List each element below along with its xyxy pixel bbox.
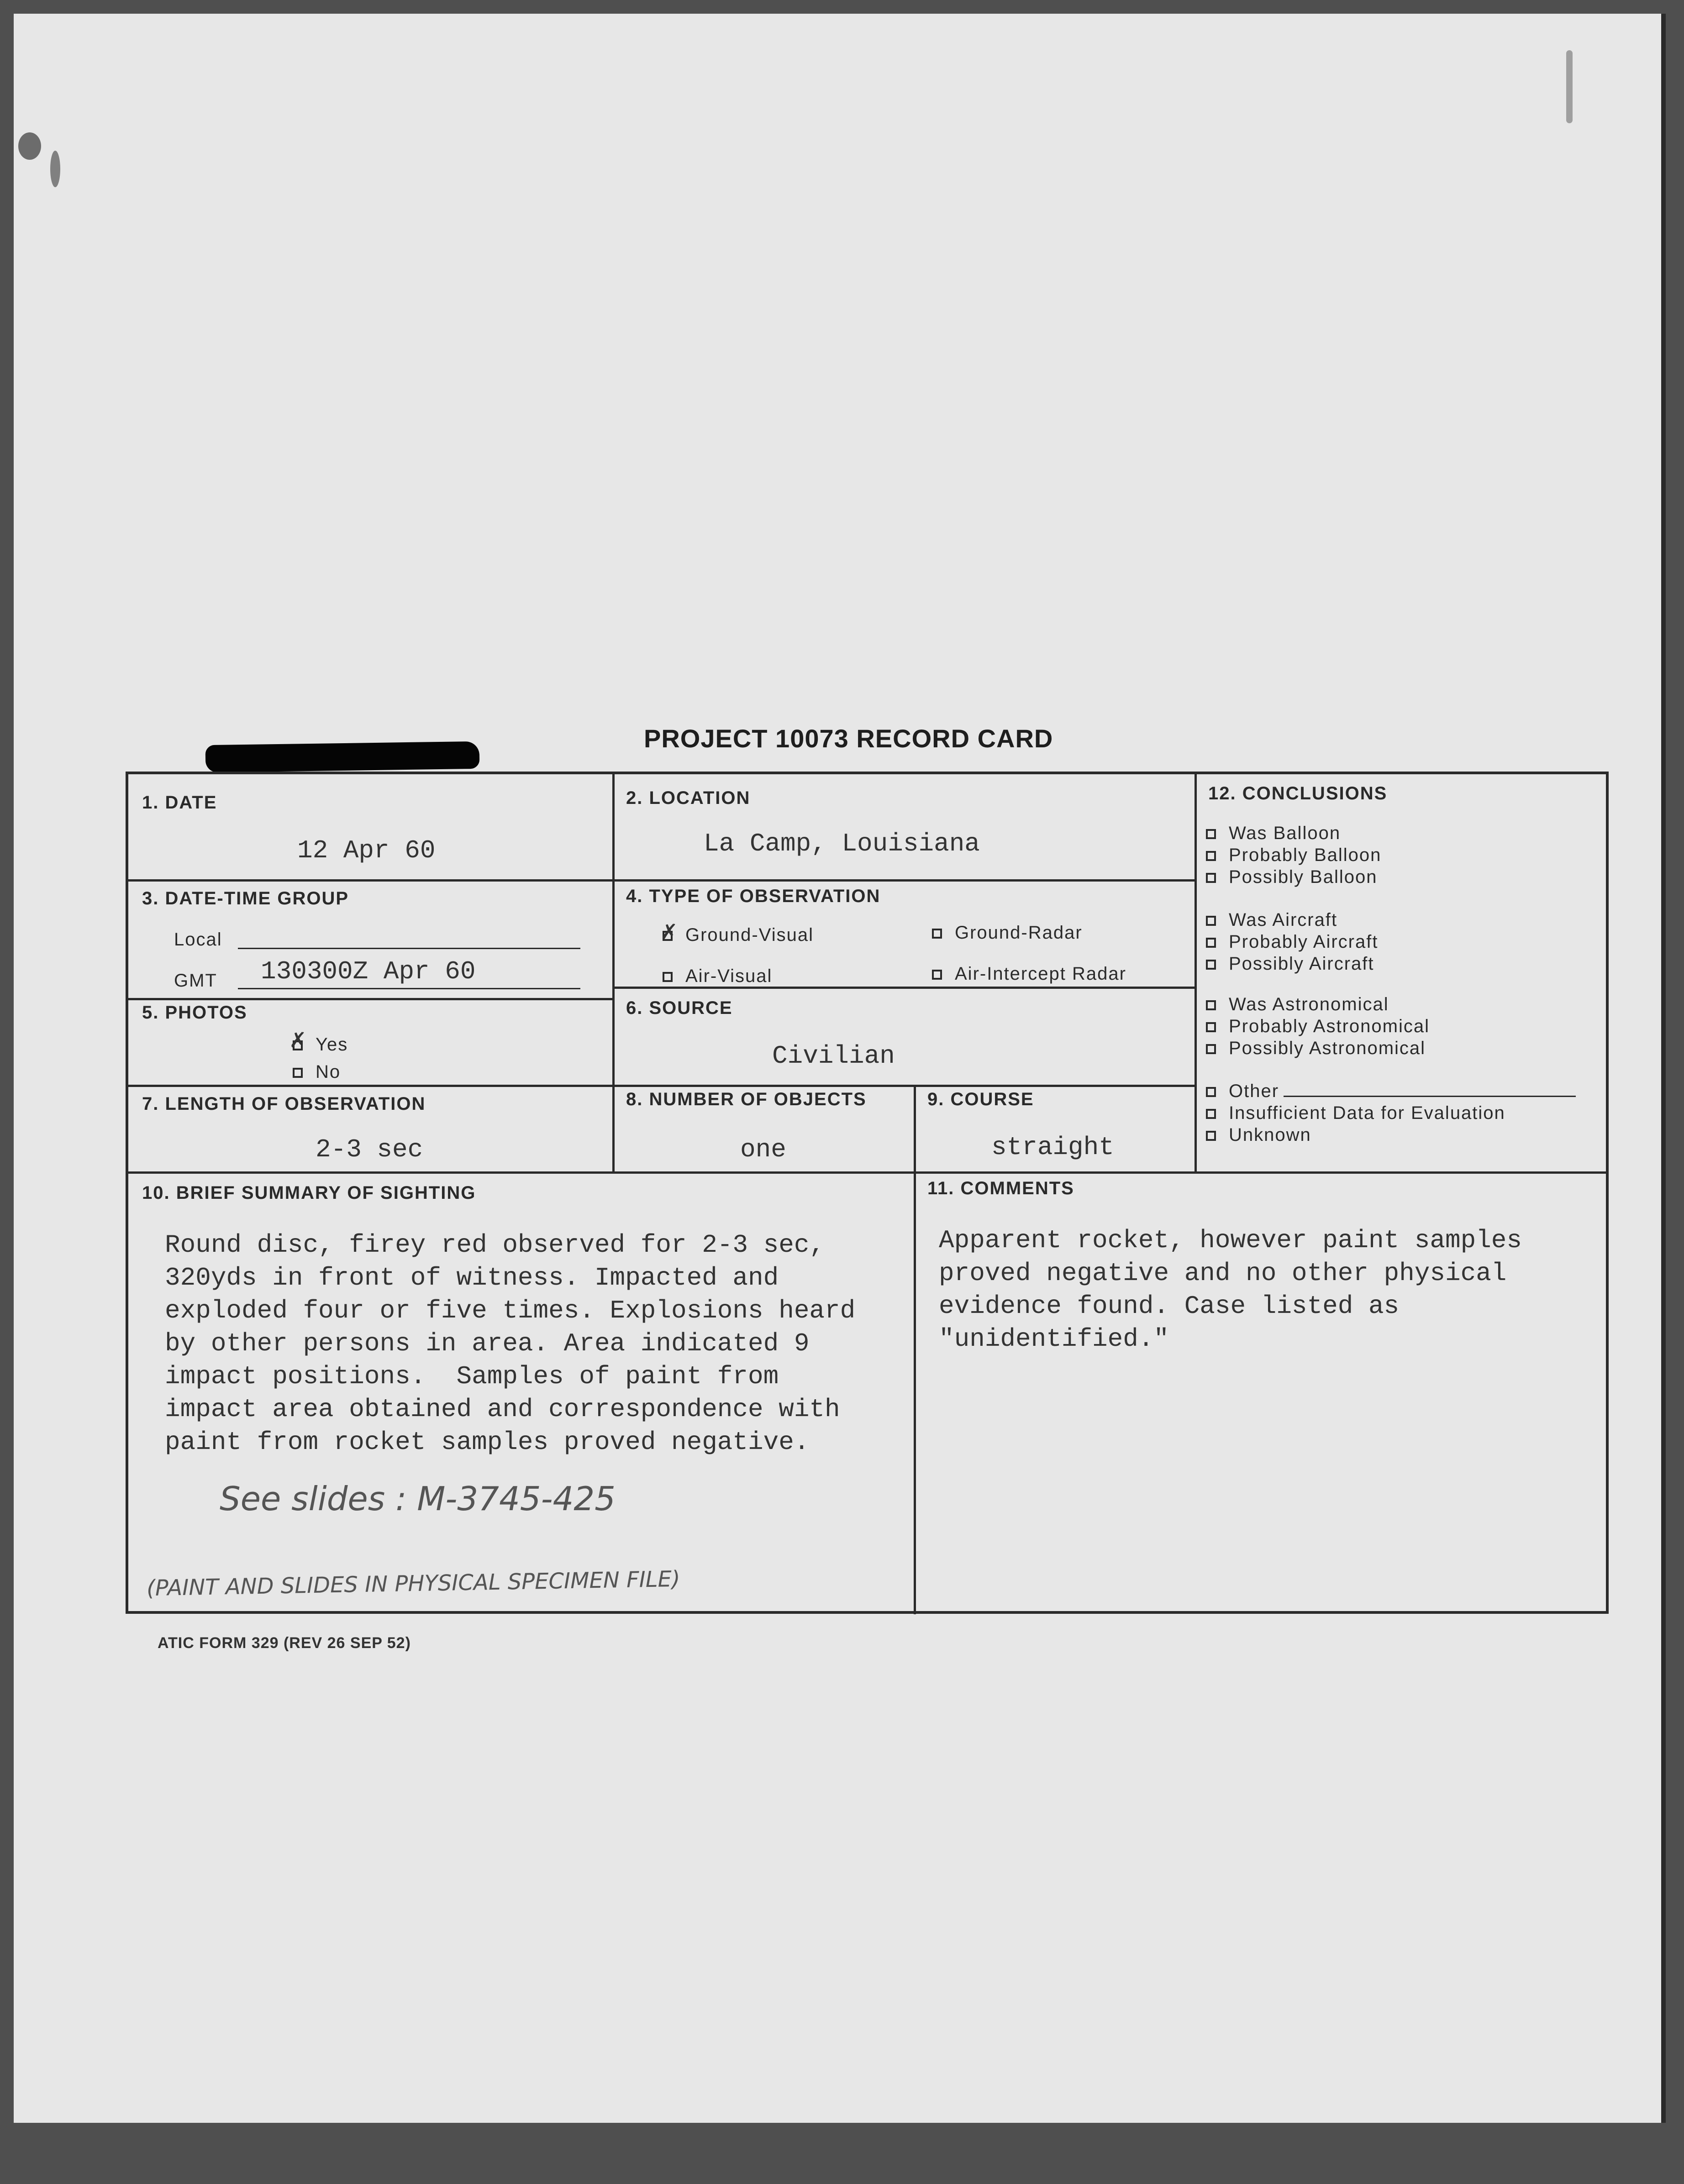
scan-smudge — [18, 132, 41, 160]
photos-label: 5. PHOTOS — [142, 1003, 247, 1023]
checkbox-icon — [932, 929, 942, 939]
conclusions-balloon-group — [1206, 822, 1381, 888]
conclusion-probably-aircraft[interactable] — [1206, 931, 1378, 953]
scan-smudge — [50, 151, 60, 187]
observation-type-label: 4. TYPE OF OBSERVATION — [626, 886, 881, 906]
checkbox-icon — [1206, 1087, 1216, 1097]
option-air-visual[interactable] — [663, 966, 772, 987]
local-label: Local — [174, 929, 222, 950]
checkbox-icon — [1206, 1109, 1216, 1119]
comment-line: evidence found. Case listed as — [939, 1292, 1400, 1321]
gmt-underline — [238, 988, 580, 989]
photos-no[interactable] — [293, 1062, 341, 1082]
comment-line: "unidentified." — [939, 1324, 1169, 1354]
gmt-label: GMT — [174, 971, 217, 991]
grid-line — [128, 998, 612, 1000]
handwritten-note-specimen: (PAINT AND SLIDES IN PHYSICAL SPECIMEN FILE) — [146, 1566, 681, 1601]
checkbox-icon — [932, 970, 942, 980]
date-value: 12 Apr 60 — [297, 836, 436, 865]
conclusion-was-astronomical[interactable] — [1206, 993, 1430, 1015]
option-air-intercept-radar[interactable] — [932, 964, 1126, 984]
conclusion-probably-balloon[interactable] — [1206, 844, 1381, 866]
option-label: Ground-Radar — [955, 923, 1083, 943]
option-label: Probably Balloon — [1229, 845, 1382, 865]
course-label: 9. COURSE — [927, 1089, 1034, 1109]
objects-value: one — [740, 1135, 786, 1164]
location-value: La Camp, Louisiana — [704, 829, 980, 858]
summary-line: paint from rocket samples proved negative. — [165, 1428, 810, 1457]
checkbox-icon — [1206, 829, 1216, 839]
option-label: Ground-Visual — [685, 925, 814, 945]
checkbox-icon — [1206, 851, 1216, 861]
option-label: Was Balloon — [1229, 823, 1341, 843]
option-label: No — [316, 1062, 341, 1082]
option-label: Possibly Aircraft — [1229, 954, 1374, 974]
option-label: Unknown — [1229, 1125, 1311, 1145]
summary-line: impact positions. Samples of paint from — [165, 1362, 779, 1391]
location-label: 2. LOCATION — [626, 788, 751, 808]
option-ground-visual[interactable] — [663, 925, 814, 945]
option-label: Possibly Astronomical — [1229, 1038, 1426, 1058]
summary-line: Round disc, firey red observed for 2-3 sec, — [165, 1230, 825, 1260]
checkbox-icon — [1206, 938, 1216, 948]
conclusions-label: 12. CONCLUSIONS — [1208, 783, 1388, 803]
grid-line — [128, 879, 1195, 882]
checkbox-icon — [1206, 1022, 1216, 1032]
conclusion-possibly-astronomical[interactable] — [1206, 1037, 1430, 1059]
checkbox-icon — [663, 972, 673, 982]
comment-line: proved negative and no other physical — [939, 1259, 1507, 1288]
conclusion-was-aircraft[interactable] — [1206, 909, 1378, 931]
checkbox-icon — [1206, 1000, 1216, 1010]
grid-line — [128, 1085, 1195, 1087]
comment-line: Apparent rocket, however paint samples — [939, 1226, 1522, 1255]
conclusion-unknown[interactable] — [1206, 1124, 1576, 1146]
checkbox-icon — [293, 1068, 303, 1078]
date-label: 1. DATE — [142, 793, 217, 813]
length-label: 7. LENGTH OF OBSERVATION — [142, 1094, 426, 1114]
option-label: Air-Intercept Radar — [955, 964, 1126, 984]
conclusion-other[interactable] — [1206, 1080, 1576, 1102]
form-number: ATIC FORM 329 (REV 26 SEP 52) — [158, 1634, 411, 1652]
objects-label: 8. NUMBER OF OBJECTS — [626, 1089, 867, 1109]
option-label: Air-Visual — [685, 966, 773, 986]
conclusion-insufficient-data[interactable] — [1206, 1102, 1576, 1124]
summary-line: impact area obtained and correspondence with — [165, 1395, 840, 1424]
conclusions-aircraft-group — [1206, 909, 1378, 975]
option-label: Probably Astronomical — [1229, 1016, 1430, 1036]
comments-label: 11. COMMENTS — [927, 1178, 1074, 1198]
conclusions-other-group — [1206, 1080, 1576, 1146]
grid-line — [612, 774, 615, 1171]
comments-text — [939, 1224, 1522, 1355]
option-label: Other — [1229, 1081, 1279, 1101]
scan-smudge — [1566, 50, 1573, 123]
record-card — [126, 772, 1609, 1614]
redaction-bar — [205, 741, 480, 772]
date-time-group-label: 3. DATE-TIME GROUP — [142, 888, 349, 908]
source-value: Civilian — [772, 1041, 895, 1071]
option-label: Was Aircraft — [1229, 910, 1338, 930]
option-ground-radar[interactable] — [932, 923, 1083, 943]
local-underline — [238, 948, 580, 949]
option-label: Probably Aircraft — [1229, 932, 1379, 952]
conclusion-possibly-aircraft[interactable] — [1206, 953, 1378, 975]
gmt-value: 130300Z Apr 60 — [261, 957, 476, 986]
conclusion-was-balloon[interactable] — [1206, 822, 1381, 844]
summary-label: 10. BRIEF SUMMARY OF SIGHTING — [142, 1183, 476, 1203]
grid-line — [914, 1085, 916, 1614]
checkbox-icon — [1206, 873, 1216, 883]
length-value: 2-3 sec — [316, 1135, 423, 1164]
summary-line: exploded four or five times. Explosions heard — [165, 1296, 856, 1325]
checkbox-icon — [1206, 916, 1216, 926]
option-label: Possibly Balloon — [1229, 867, 1378, 887]
grid-line — [1195, 774, 1197, 1171]
course-value: straight — [991, 1133, 1114, 1162]
grid-line — [612, 987, 1195, 989]
option-label: Was Astronomical — [1229, 994, 1389, 1014]
checkbox-icon — [1206, 960, 1216, 970]
option-label: Yes — [316, 1034, 348, 1055]
checkmark-icon: ✗ — [660, 919, 678, 944]
card-title: PROJECT 10073 RECORD CARD — [644, 724, 1053, 753]
handwritten-note-slides: See slides : M-3745-425 — [220, 1480, 616, 1518]
conclusion-possibly-balloon[interactable] — [1206, 866, 1381, 888]
summary-line: by other persons in area. Area indicated 9 — [165, 1329, 810, 1358]
conclusions-astronomical-group — [1206, 993, 1430, 1059]
other-underline — [1284, 1096, 1576, 1097]
summary-line: 320yds in front of witness. Impacted and — [165, 1263, 779, 1292]
option-label: Insufficient Data for Evaluation — [1229, 1103, 1505, 1123]
summary-text — [165, 1228, 855, 1459]
conclusion-probably-astronomical[interactable] — [1206, 1015, 1430, 1037]
checkbox-icon — [1206, 1131, 1216, 1141]
checkbox-icon — [1206, 1044, 1216, 1054]
checkmark-icon: ✗ — [289, 1028, 307, 1052]
grid-line — [128, 1171, 1608, 1174]
source-label: 6. SOURCE — [626, 998, 733, 1018]
